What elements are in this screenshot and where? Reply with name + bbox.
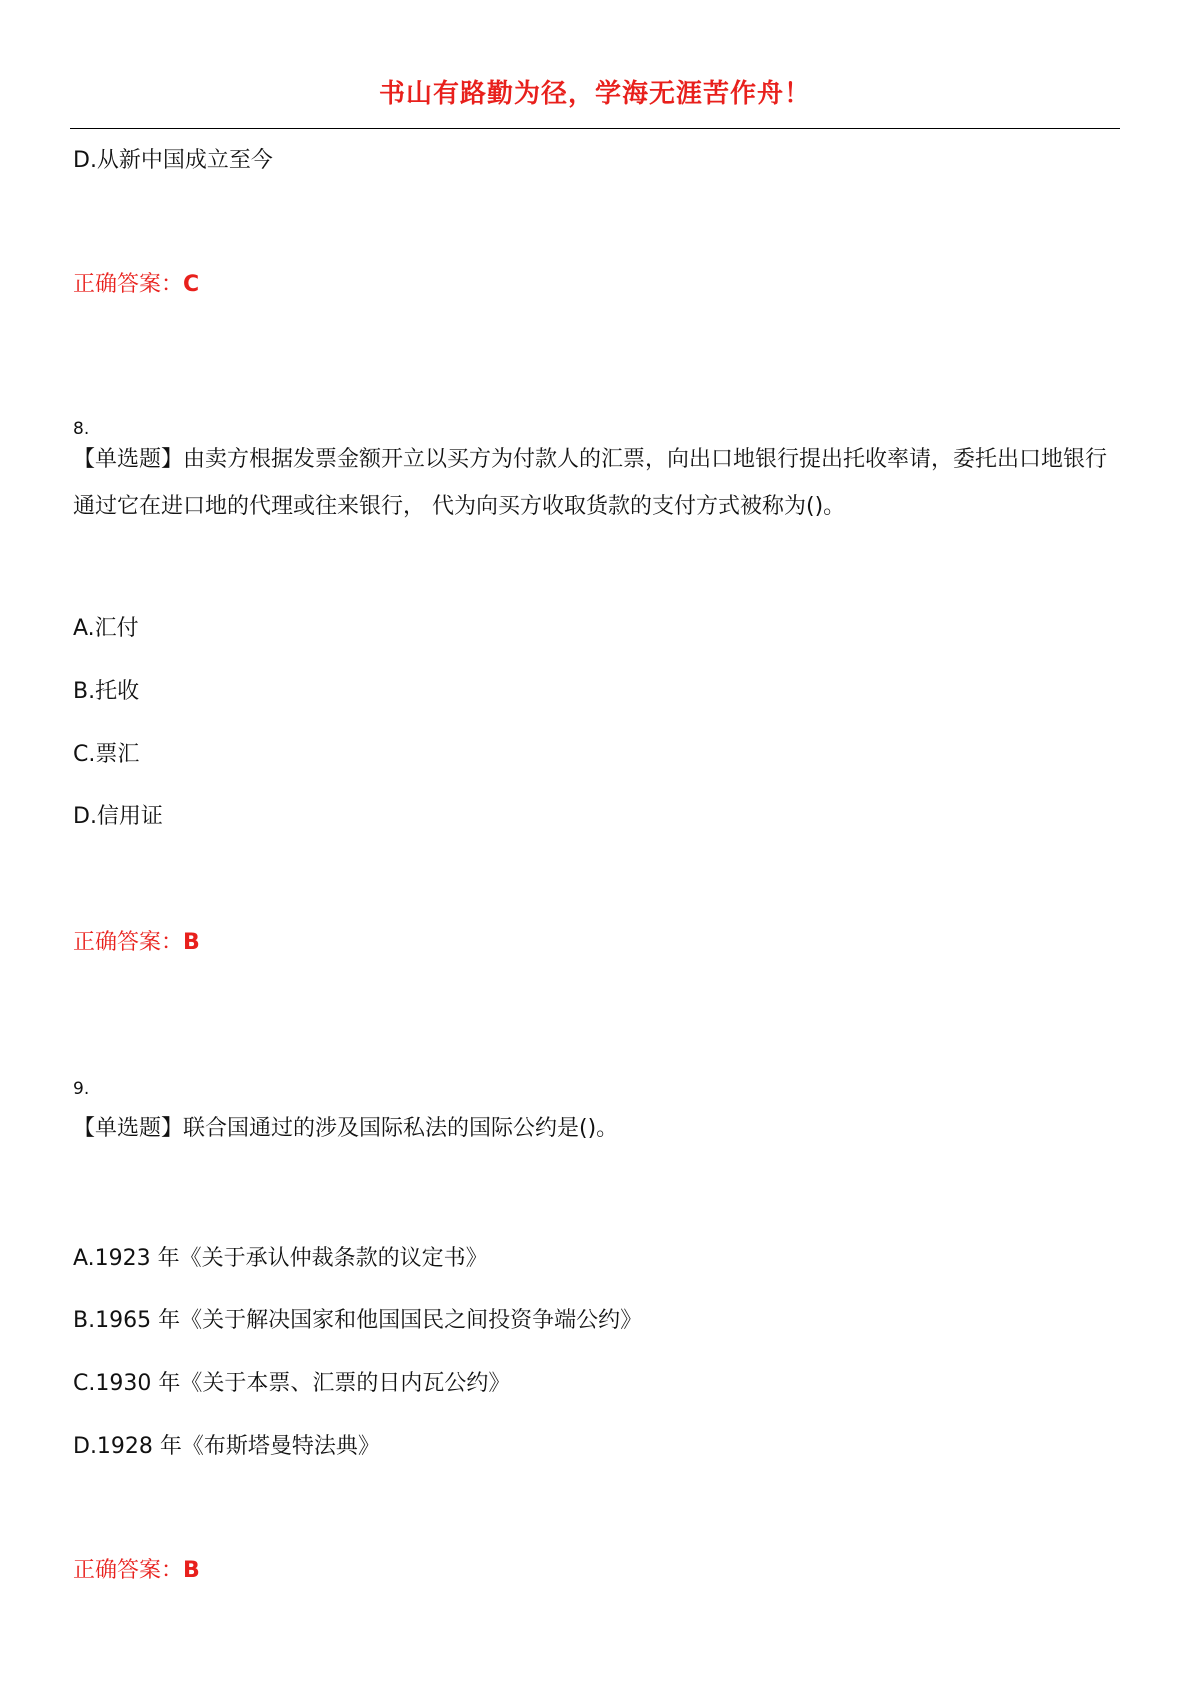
answer-value: B [183, 1558, 200, 1583]
question-9-option-b: B.1965 年《关于解决国家和他国国民之间投资争端公约》 [73, 1308, 643, 1333]
question-8-answer [73, 928, 200, 958]
header-divider [70, 128, 1120, 129]
page-header-motto: 书山有路勤为径，学海无涯苦作舟！ [378, 79, 811, 109]
question-8-option-c: C.票汇 [73, 742, 140, 767]
prev-question-option-d: D.从新中国成立至今 [73, 148, 273, 173]
question-9-stem: 【单选题】联合国通过的涉及国际私法的国际公约是()。 [73, 1116, 619, 1141]
question-9-option-d: D.1928 年《布斯塔曼特法典》 [73, 1434, 380, 1459]
answer-label: 正确答案： [73, 930, 184, 955]
answer-label: 正确答案： [73, 1558, 184, 1583]
question-8-number: 8. [73, 419, 90, 439]
answer-label: 正确答案： [73, 272, 184, 297]
question-9-option-a: A.1923 年《关于承认仲裁条款的议定书》 [73, 1246, 488, 1271]
answer-value: C [183, 272, 200, 297]
answer-value: B [183, 930, 200, 955]
question-8-option-b: B.托收 [73, 679, 140, 704]
question-9-number: 9. [73, 1079, 90, 1099]
question-8-option-d: D.信用证 [73, 804, 163, 829]
question-8-stem: 【单选题】由卖方根据发票金额开立以买方为付款人的汇票，向出口地银行提出托收率请，委托出口地银行通过它在进口地的代理或往来银行， 代为向买方收取货款的支付方式被称为()。 [73, 447, 1108, 519]
question-8-option-a: A.汇付 [73, 616, 139, 641]
question-9-option-c: C.1930 年《关于本票、汇票的日内瓦公约》 [73, 1371, 511, 1396]
prev-question-answer [73, 270, 199, 300]
question-9-answer [73, 1556, 200, 1586]
